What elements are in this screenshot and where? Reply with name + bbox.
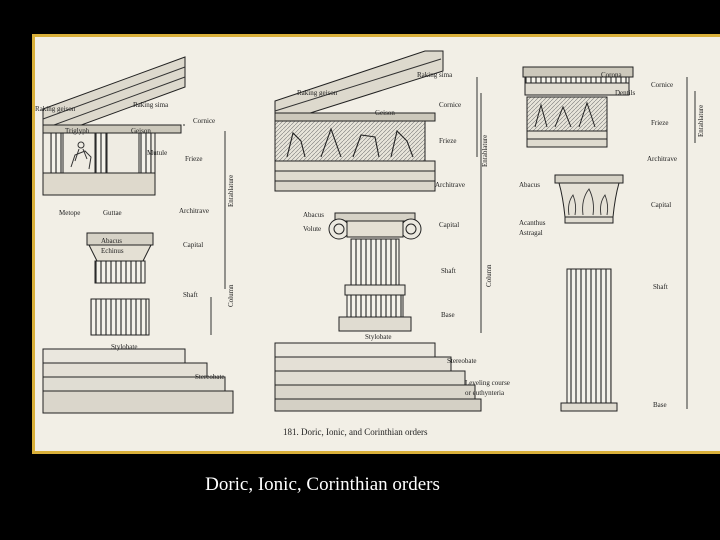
- doric-label-entablature: Entablature: [227, 174, 235, 207]
- ionic-label-abacus: Abacus: [303, 211, 324, 219]
- ionic-label-geison: Geison: [375, 109, 395, 117]
- doric-label-geison: Geison: [131, 127, 151, 135]
- doric-label-shaft: Shaft: [183, 291, 198, 299]
- ionic-order: [275, 51, 510, 437]
- corinthian-label-architrave: Architrave: [647, 155, 677, 163]
- corinthian-label-dentils: Dentils: [615, 89, 636, 97]
- doric-label-mutule: Mutule: [147, 149, 168, 157]
- corinthian-label-cornice: Cornice: [651, 81, 674, 89]
- ionic-label-base: Base: [441, 311, 455, 319]
- ionic-frieze-relief: [275, 121, 425, 161]
- ionic-label-frieze: Frieze: [439, 137, 457, 145]
- ionic-label-raking-sima: Raking sima: [417, 71, 453, 79]
- doric-label-frieze: Frieze: [185, 155, 203, 163]
- ionic-label-stereobate: Stereobate: [447, 357, 477, 365]
- orders-illustration-plate: [32, 34, 720, 454]
- doric-label-echinus: Echinus: [101, 247, 124, 255]
- corinthian-label-frieze: Frieze: [651, 119, 669, 127]
- doric-order: [35, 57, 235, 413]
- ionic-label-column: Column: [485, 264, 493, 287]
- doric-label-metope: Metope: [59, 209, 81, 217]
- corinthian-label-abacus: Abacus: [519, 181, 540, 189]
- corinthian-label-capital: Capital: [651, 201, 672, 209]
- orders-diagram: [35, 37, 720, 454]
- ionic-label-volute: Volute: [303, 225, 322, 233]
- doric-label-abacus: Abacus: [101, 237, 122, 245]
- ionic-label-entablature: Entablature: [481, 134, 489, 167]
- corinthian-label-shaft: Shaft: [653, 283, 668, 291]
- doric-label-triglyph: Triglyph: [65, 127, 90, 135]
- corinthian-order: [519, 67, 705, 411]
- corinthian-label-entablature: Entablature: [697, 104, 705, 137]
- corinthian-label-corona: Corona: [601, 71, 622, 79]
- ionic-label-stylobate: Stylobate: [365, 333, 392, 341]
- ionic-label-leveling-course: Leveling course: [465, 379, 510, 387]
- doric-label-capital: Capital: [183, 241, 204, 249]
- doric-label-column: Column: [227, 284, 235, 307]
- doric-label-guttae: Guttae: [103, 209, 122, 217]
- ionic-label-cornice: Cornice: [439, 101, 462, 109]
- doric-label-raking-sima: Raking sima: [133, 101, 169, 109]
- ionic-label-euthynteria: or euthynteria: [465, 389, 505, 397]
- doric-label-stylobate: Stylobate: [111, 343, 138, 351]
- corinthian-label-astragal: Astragal: [519, 229, 543, 237]
- corinthian-label-acanthus: Acanthus: [519, 219, 546, 227]
- doric-label-architrave: Architrave: [179, 207, 209, 215]
- doric-label-raking-geison: Raking geison: [35, 105, 76, 113]
- plate-figure-caption: 181. Doric, Ionic, and Corinthian orders: [283, 427, 428, 437]
- ionic-label-architrave: Architrave: [435, 181, 465, 189]
- slide-caption: Doric, Ionic, Corinthian orders: [205, 474, 440, 495]
- doric-label-cornice: Cornice: [193, 117, 216, 125]
- corinthian-label-base: Base: [653, 401, 667, 409]
- ionic-label-shaft: Shaft: [441, 267, 456, 275]
- doric-label-stereobate: Stereobate: [195, 373, 225, 381]
- ionic-label-raking-geison: Raking geison: [297, 89, 338, 97]
- ionic-label-capital: Capital: [439, 221, 460, 229]
